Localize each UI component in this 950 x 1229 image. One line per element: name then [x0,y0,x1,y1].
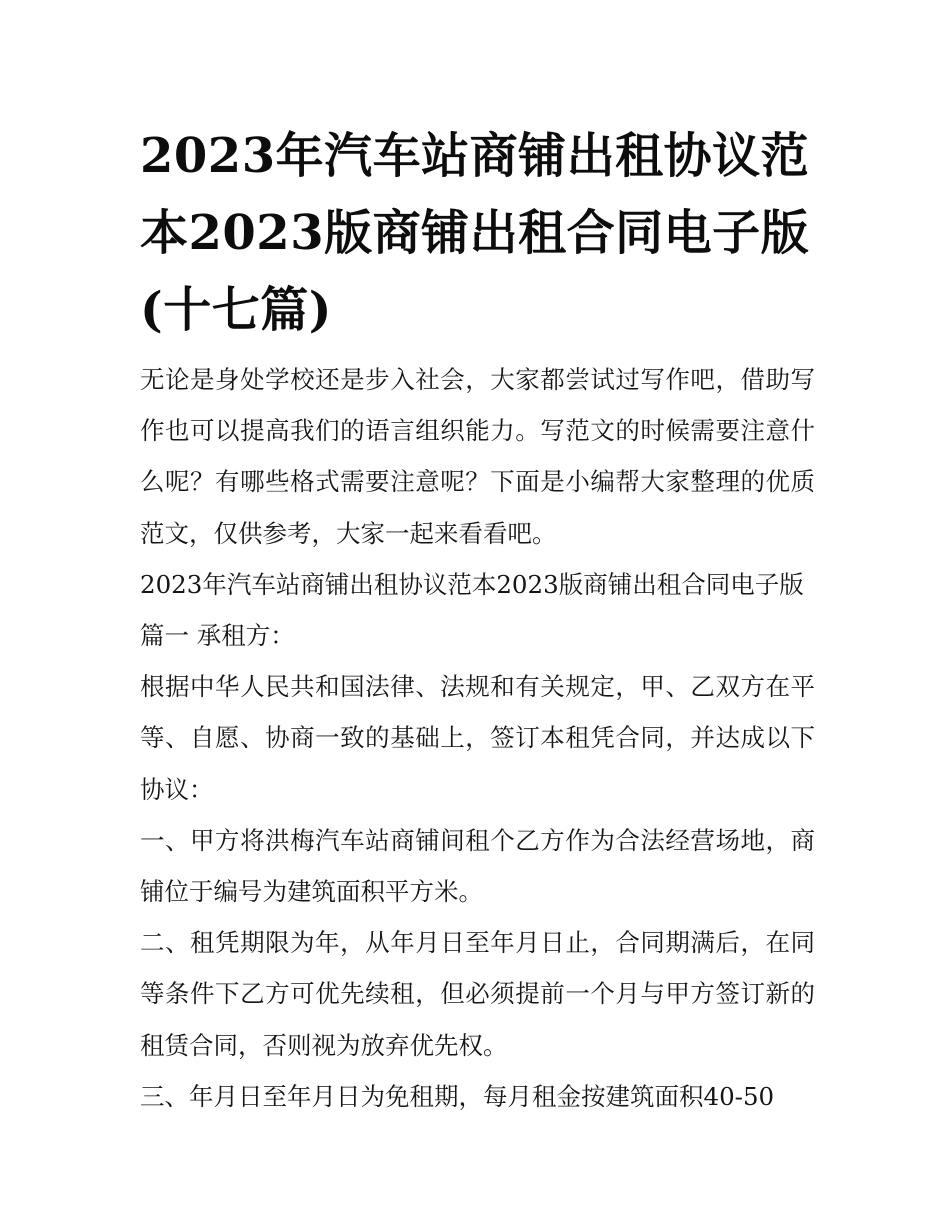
section-heading: 篇一 承租方： [140,621,295,651]
intro-paragraph: 无论是身处学校还是步入社会，大家都尝试过写作吧，借助写作也可以提高我们的语言组织能力。写范文的时候需要注意什么呢？有哪些格式需要注意呢？下面是小编帮大家整理的优质范文，仅供参考，大家一起来看看吧。 [140,365,815,548]
preamble-paragraph: 根据中华人民共和国法律、法规和有关规定，甲、乙双方在平等、自愿、协商一致的基础上，签订本租凭合同，并达成以下协议： [140,672,815,804]
subtitle-line: 2023年汽车站商铺出租协议范本2023版商铺出租合同电子版 [140,569,804,599]
clause-2: 二、租凭期限为年，从年月日至年月日止，合同期满后，在同等条件下乙方可优先续租，但必须提前一个月与甲方签订新的租赁合同，否则视为放弃优先权。 [140,928,815,1060]
document-title: 2023年汽车站商铺出租协议范本2023版商铺出租合同电子版(十七篇) [140,128,810,338]
clause-3: 三、年月日至年月日为免租期，每月租金按建筑面积40-50 [140,1081,775,1111]
clause-1: 一、甲方将洪梅汽车站商铺间租个乙方作为合法经营场地，商铺位于编号为建筑面积平方米。 [140,825,815,907]
document-body [140,354,815,1122]
